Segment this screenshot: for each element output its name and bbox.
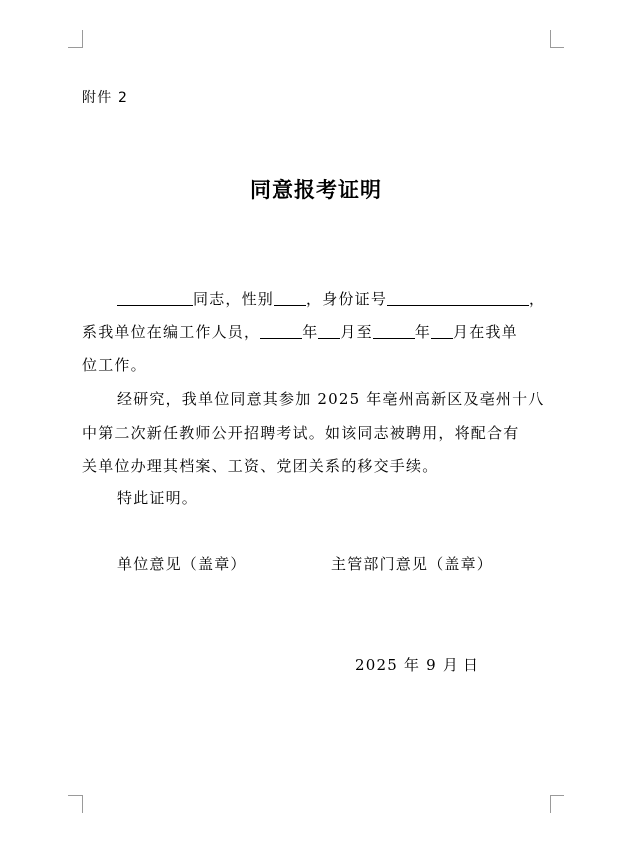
- paragraph-2-line-1: 经研究，我单位同意其参加 2025 年亳州高新区及亳州十八: [117, 390, 545, 408]
- unit-opinion-seal: 单位意见（盖章）: [117, 555, 247, 573]
- end-month-label: 月在我单: [453, 323, 518, 341]
- start-year-label: 年: [302, 323, 319, 341]
- attachment-label: 附件 2: [82, 90, 129, 106]
- line1-comma: ，: [529, 290, 546, 308]
- name-blank[interactable]: [117, 290, 193, 306]
- end-year-label: 年: [414, 323, 432, 341]
- comrade-gender-label: 同志，性别: [193, 290, 275, 308]
- employee-status-text: 系我单位在编工作人员，: [82, 323, 261, 341]
- date-day: 日: [463, 656, 480, 674]
- form-line-3: 位工作。: [82, 356, 147, 374]
- department-opinion-seal: 主管部门意见（盖章）: [331, 555, 494, 573]
- certification-statement: 特此证明。: [117, 489, 199, 507]
- document-title: 同意报考证明: [250, 177, 382, 202]
- start-month-blank[interactable]: [318, 323, 340, 339]
- paragraph-2-line-2: 中第二次新任教师公开招聘考试。如该同志被聘用，将配合有: [82, 424, 520, 442]
- date-year-month: 2025 年 9 月: [355, 656, 460, 674]
- id-number-blank[interactable]: [387, 290, 529, 306]
- end-month-blank[interactable]: [431, 323, 453, 339]
- id-number-label: ，身份证号: [306, 290, 388, 308]
- paragraph-2-line-3: 关单位办理其档案、工资、党团关系的移交手续。: [82, 457, 439, 475]
- gender-blank[interactable]: [274, 290, 306, 306]
- form-line-2: [82, 322, 518, 342]
- end-year-blank[interactable]: [373, 323, 415, 339]
- form-line-1: [117, 289, 545, 309]
- start-month-label: 月至: [340, 323, 373, 341]
- start-year-blank[interactable]: [260, 323, 302, 339]
